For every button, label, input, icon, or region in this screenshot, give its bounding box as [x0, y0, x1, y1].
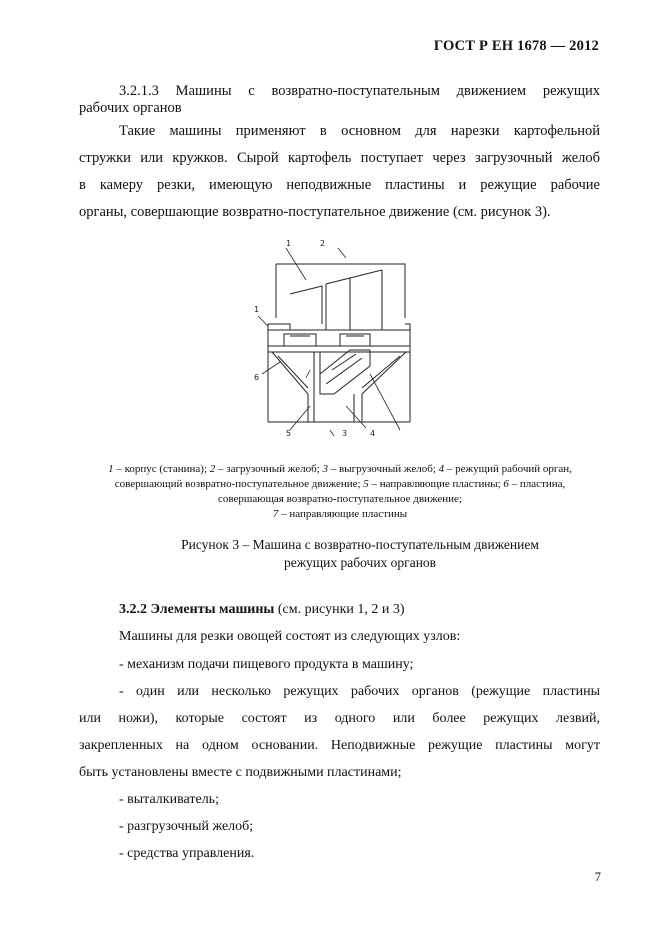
list-item-cont: быть установлены вместе с подвижными пластинами;: [79, 765, 402, 780]
document-standard-code: ГОСТ Р ЕН 1678 — 2012: [433, 38, 599, 54]
callout-2: 2: [320, 239, 326, 248]
legend-item: 4 – режущий рабочий орган, совершающий возвратно-поступательное движение;: [114, 463, 572, 490]
list-item: - разгрузочный желоб;: [119, 819, 254, 834]
paragraph-line: стружки или кружков. Сырой картофель поступает через загрузочный желоб: [79, 150, 600, 166]
list-item: - средства управления.: [119, 846, 255, 861]
callout-3: 3: [342, 429, 348, 438]
paragraph-line: в камеру резки, имеющую неподвижные пластины и режущие рабочие: [79, 177, 600, 193]
section-heading-3-2-2: 3.2.2 Элементы машины (см. рисунки 1, 2 и 3): [119, 602, 405, 617]
legend-item: 3 – выгрузочный желоб;: [322, 463, 439, 475]
callout-1-left: 1: [254, 305, 260, 314]
list-item-cont: закрепленных на одном основании. Неподвижные режущие пластины могут: [79, 738, 600, 753]
legend-item: 5 – направляющие пластины;: [363, 478, 504, 490]
paragraph-line: Машины для резки овощей состоят из следующих узлов:: [119, 629, 461, 644]
list-item: - механизм подачи пищевого продукта в машину;: [119, 657, 414, 672]
list-item: - выталкиватель;: [119, 792, 219, 807]
page-number: 7: [594, 870, 601, 884]
machine-diagram: [250, 234, 420, 444]
section-heading-3-2-1-3: 3.2.1.3 Машины с возвратно-поступательным движением режущих: [119, 83, 600, 99]
paragraph-line: Такие машины применяют в основном для нарезки картофельной: [119, 123, 600, 139]
section-heading-3-2-1-3-cont: рабочих органов: [79, 100, 182, 116]
legend-item: 6 – пластина, совершающая возвратно-поступательное движение;: [217, 478, 566, 505]
legend-item: 2 – загрузочный желоб;: [209, 463, 323, 475]
paragraph-line: органы, совершающие возвратно-поступательное движение (см. рисунок 3).: [79, 204, 551, 220]
list-item: - один или несколько режущих рабочих органов (режущие пластины: [119, 684, 600, 699]
figure-legend: [85, 462, 595, 522]
figure-title: Рисунок 3 – Машина с возвратно-поступательным движением режущих рабочих органов: [181, 537, 539, 570]
legend-item: 1 – корпус (станина);: [108, 463, 210, 475]
legend-item: 7 – направляющие пластины: [272, 508, 408, 520]
callout-5: 5: [286, 429, 292, 438]
callout-6: 6: [254, 373, 260, 382]
list-item-cont: или ножи), которые состоят из одного или более режущих лезвий,: [79, 711, 600, 726]
callout-1-top: 1: [286, 239, 292, 248]
callout-4: 4: [370, 429, 376, 438]
